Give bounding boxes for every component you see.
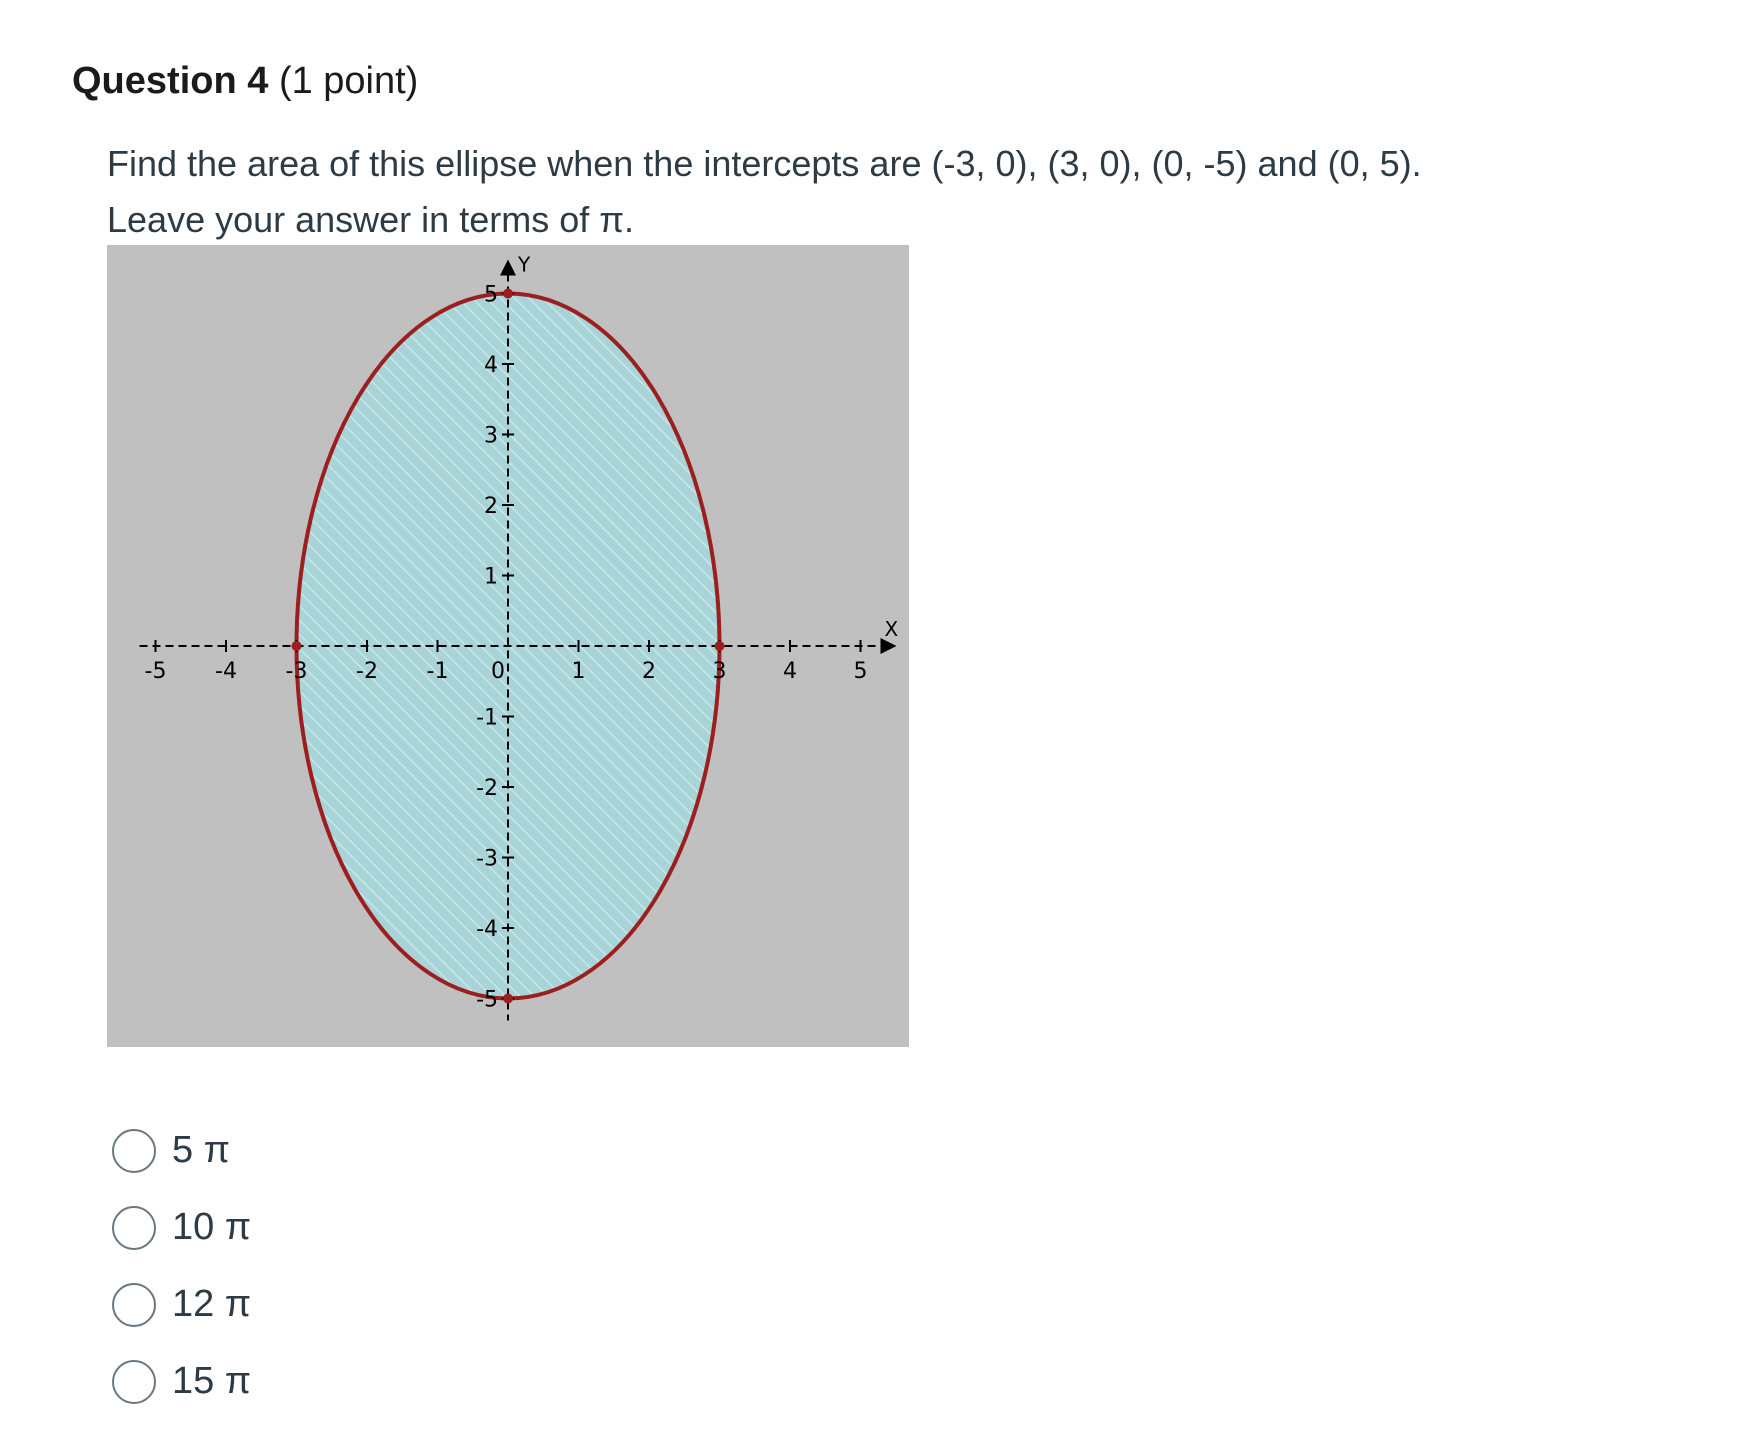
x-tick-label: -2 <box>356 659 378 684</box>
question-header <box>72 56 418 106</box>
question-text-line2: Leave your answer in terms of π. <box>107 199 635 240</box>
ellipse-graph-svg <box>107 245 909 1047</box>
answer-label: 12 π <box>172 1283 252 1325</box>
question-points: (1 point) <box>278 60 419 102</box>
x-tick-label: 2 <box>642 659 656 684</box>
y-tick-label: -5 <box>476 987 498 1013</box>
x-axis-label: X <box>884 617 899 641</box>
x-tick-label: 4 <box>783 659 797 684</box>
y-tick-label: 4 <box>484 353 498 378</box>
intercept-point <box>503 289 513 299</box>
y-tick-label: 5 <box>484 282 498 308</box>
y-tick-label: -3 <box>476 846 498 872</box>
answer-options <box>112 1112 251 1420</box>
answer-option-3[interactable] <box>112 1266 251 1343</box>
intercept-point <box>292 641 302 651</box>
x-tick-label: -1 <box>426 659 449 684</box>
x-tick-label: -4 <box>215 659 237 684</box>
y-tick-label: -4 <box>476 917 498 942</box>
x-tick-label: 5 <box>853 659 868 684</box>
x-tick-label: 0 <box>491 659 505 684</box>
intercept-point <box>715 641 725 651</box>
question-text <box>107 136 1607 248</box>
y-tick-label: -2 <box>476 776 498 801</box>
radio-button[interactable] <box>112 1206 156 1250</box>
y-tick-label: -1 <box>476 705 498 731</box>
answer-label: 5 π <box>172 1129 230 1171</box>
question-title: Question 4 <box>72 60 269 102</box>
answer-option-2[interactable] <box>112 1189 251 1266</box>
y-tick-label: 1 <box>484 564 498 590</box>
x-tick-label: -5 <box>144 659 167 684</box>
y-axis-label: Y <box>518 252 531 277</box>
x-tick-label: 3 <box>712 659 727 684</box>
question-text-line1: Find the area of this ellipse when the intercepts are (-3, 0), (3, 0), (0, -5) and (0, 5). <box>107 143 1422 184</box>
y-tick-label: 2 <box>484 494 498 519</box>
answer-label: 15 π <box>172 1360 252 1402</box>
radio-button[interactable] <box>112 1360 156 1404</box>
y-tick-label: 3 <box>484 423 498 449</box>
radio-button[interactable] <box>112 1283 156 1327</box>
ellipse-graph <box>107 245 909 1047</box>
x-tick-label: -3 <box>285 659 308 684</box>
answer-label: 10 π <box>172 1206 252 1248</box>
answer-option-1[interactable] <box>112 1112 251 1189</box>
answer-option-4[interactable] <box>112 1343 251 1420</box>
x-tick-label: 1 <box>571 659 586 684</box>
intercept-point <box>503 994 513 1004</box>
radio-button[interactable] <box>112 1129 156 1173</box>
